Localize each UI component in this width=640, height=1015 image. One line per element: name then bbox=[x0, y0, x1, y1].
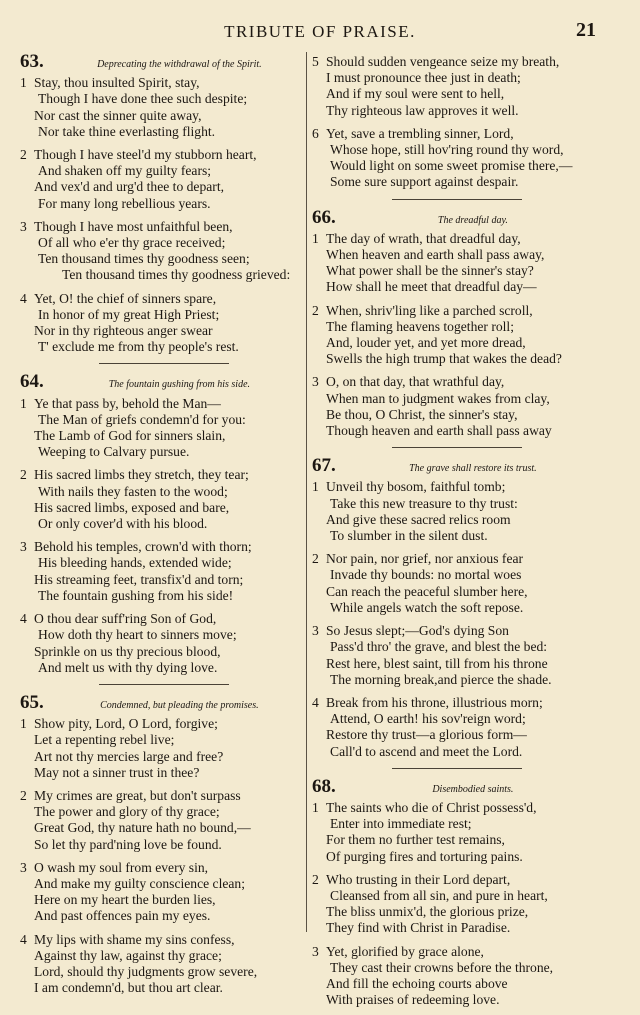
verse-line bbox=[20, 788, 307, 804]
verse-line-text: And if my soul were sent to hell, bbox=[326, 86, 505, 102]
hymn-title: Condemned, but pleading the promises. bbox=[100, 699, 259, 711]
verse-line bbox=[312, 279, 602, 295]
verse-line bbox=[312, 512, 602, 528]
verse bbox=[20, 219, 307, 284]
verse-line-text: T' exclude me from thy people's rest. bbox=[38, 339, 239, 355]
section-separator bbox=[392, 768, 522, 769]
verse-line-text: Thy righteous law approves it well. bbox=[326, 102, 519, 118]
hymn-number-dot: . bbox=[39, 691, 44, 713]
verse-line bbox=[20, 235, 307, 251]
verse bbox=[312, 479, 602, 544]
hymn-number-group bbox=[20, 371, 44, 393]
verse-line-text: Cleansed from all sin, and pure in heart, bbox=[330, 887, 548, 903]
verse-line-text: In honor of my great High Priest; bbox=[38, 306, 220, 322]
verse-line bbox=[20, 611, 307, 627]
verse-line-text: And past offences pain my eyes. bbox=[34, 908, 211, 924]
verse bbox=[20, 396, 307, 461]
verse-line-text: The Man of griefs condemn'd for you: bbox=[38, 411, 246, 427]
verse-line-text: When man to judgment wakes from clay, bbox=[326, 390, 550, 406]
verse-number: 1 bbox=[312, 230, 319, 246]
verse-line bbox=[312, 849, 602, 865]
verse-line bbox=[20, 219, 307, 235]
verse-line-text: While angels watch the soft repose. bbox=[330, 599, 524, 615]
verse-line bbox=[312, 103, 602, 119]
verse-line-text: Some sure support against despair. bbox=[330, 174, 519, 190]
verse-line-text: Art not thy mercies large and free? bbox=[34, 748, 224, 764]
verse-line-text: O wash my soul from every sin, bbox=[34, 859, 209, 875]
verse-number: 2 bbox=[20, 787, 27, 803]
verse-line bbox=[20, 555, 307, 571]
verse-number: 5 bbox=[312, 54, 319, 69]
section-separator bbox=[99, 684, 229, 685]
hymn-block bbox=[20, 363, 307, 675]
verse-line-text: His bleeding hands, extended wide; bbox=[38, 555, 232, 571]
verse bbox=[20, 75, 307, 140]
hymn-block bbox=[20, 684, 307, 996]
verse-line-text: And fill the echoing courts above bbox=[326, 975, 508, 991]
right-column bbox=[312, 54, 602, 1015]
verse bbox=[20, 788, 307, 853]
verse-number: 3 bbox=[312, 374, 319, 390]
verse-line-text: How doth thy heart to sinners move; bbox=[38, 627, 237, 643]
verse-line-text: Nor take thine everlasting flight. bbox=[38, 123, 216, 139]
hymn-number-dot: . bbox=[39, 371, 44, 393]
verse-line-text: May not a sinner trust in thee? bbox=[34, 764, 200, 780]
verse-line-text: And vex'd and urg'd thee to depart, bbox=[34, 179, 225, 195]
verse-line-text: Nor cast the sinner quite away, bbox=[34, 107, 202, 123]
verse-line bbox=[312, 86, 602, 102]
verse-line-text: Ten thousand times thy goodness grieved: bbox=[62, 267, 291, 283]
verse-line bbox=[312, 832, 602, 848]
verse-line bbox=[312, 54, 602, 70]
verse-line-text: Unveil thy bosom, faithful tomb; bbox=[326, 479, 506, 495]
verse-line bbox=[20, 876, 307, 892]
verse-line bbox=[20, 837, 307, 853]
hymn-heading bbox=[20, 51, 307, 73]
verse-line bbox=[312, 70, 602, 86]
verse-line-text: Great God, thy nature hath no bound,— bbox=[34, 820, 251, 836]
verse-line-text: The Lamb of God for sinners slain, bbox=[34, 428, 226, 444]
verse-line bbox=[20, 964, 307, 980]
verse-line bbox=[312, 992, 602, 1008]
hymn-title: The grave shall restore its trust. bbox=[409, 463, 537, 475]
verse-line bbox=[20, 948, 307, 964]
verse-line-text: The day of wrath, that dreadful day, bbox=[326, 230, 521, 246]
verse-line-text: Who trusting in their Lord depart, bbox=[326, 871, 511, 887]
verse-line-text: Sprinkle on us thy precious blood, bbox=[34, 643, 221, 659]
verse-line bbox=[312, 727, 602, 743]
hymn-number-dot: . bbox=[331, 775, 336, 797]
verse-line bbox=[312, 231, 602, 247]
verse-line-text: And make my guilty conscience clean; bbox=[34, 875, 246, 891]
verse-line-text: My lips with shame my sins confess, bbox=[34, 931, 235, 947]
verse-number: 2 bbox=[20, 147, 27, 163]
verse-line-text: Attend, O earth! his sov'reign word; bbox=[330, 711, 526, 727]
verse-line bbox=[312, 423, 602, 439]
verse-line-text: Restore thy trust—a glorious form— bbox=[326, 727, 527, 743]
verse-line-text: Lord, should thy judgments grow severe, bbox=[34, 963, 258, 979]
verse-line bbox=[312, 816, 602, 832]
verse-line bbox=[20, 323, 307, 339]
verse-line-text: Behold his temples, crown'd with thorn; bbox=[34, 539, 252, 555]
verse-line bbox=[20, 500, 307, 516]
verse-line-text: How shall he meet that dreadful day— bbox=[326, 279, 537, 295]
hymn-number-dot: . bbox=[331, 206, 336, 228]
hymn-heading bbox=[312, 775, 602, 798]
verse-line bbox=[20, 749, 307, 765]
verse-line bbox=[312, 711, 602, 727]
verse-line-text: Rest here, blest saint, till from his throne bbox=[326, 655, 548, 671]
verse-line bbox=[312, 800, 602, 816]
verse-line-text: And melt us with thy dying love. bbox=[38, 659, 218, 675]
verse-line-text: So let thy pard'ning love be found. bbox=[34, 836, 222, 852]
verse-line bbox=[312, 872, 602, 888]
verse-line-text: Weeping to Calvary pursue. bbox=[38, 444, 190, 460]
verse-line bbox=[20, 147, 307, 163]
verse-line bbox=[312, 174, 602, 190]
verse-line bbox=[20, 291, 307, 307]
verse-line-text: The flaming heavens together roll; bbox=[326, 318, 514, 334]
verse-line bbox=[20, 267, 307, 283]
hymn-number-dot: . bbox=[331, 455, 336, 477]
verse-number: 2 bbox=[312, 551, 319, 567]
verse-line bbox=[312, 391, 602, 407]
verse-line-text: The power and glory of thy grace; bbox=[34, 804, 220, 820]
hymn-number-group bbox=[20, 51, 44, 72]
hymn-block bbox=[312, 447, 602, 759]
verse-line-text: Nor in thy righteous anger swear bbox=[34, 323, 213, 339]
verse-line bbox=[20, 428, 307, 444]
verse-line-text: The bliss unmix'd, the glorious prize, bbox=[326, 904, 529, 920]
verse bbox=[312, 54, 602, 119]
verse-line-text: Though I have steel'd my stubborn heart, bbox=[34, 147, 257, 163]
verse-line-text: Yet, save a trembling sinner, Lord, bbox=[326, 125, 514, 141]
hymn-number: 67 bbox=[312, 455, 331, 477]
page-number: 21 bbox=[576, 19, 596, 41]
verse-line-text: They find with Christ in Paradise. bbox=[326, 920, 511, 936]
hymn-number-group bbox=[312, 206, 336, 228]
verse-line bbox=[20, 716, 307, 732]
verse-line bbox=[312, 158, 602, 174]
verse-number: 3 bbox=[312, 623, 319, 639]
verse-line bbox=[20, 644, 307, 660]
verse-line-text: Should sudden vengeance seize my breath, bbox=[326, 54, 560, 69]
verse-line bbox=[312, 904, 602, 920]
verse-line bbox=[20, 467, 307, 483]
verse-line bbox=[312, 976, 602, 992]
verse-line-text: They cast their crowns before the throne, bbox=[330, 959, 554, 975]
verse-line bbox=[20, 484, 307, 500]
verse-line bbox=[312, 567, 602, 583]
verse-line-text: Let a repenting rebel live; bbox=[34, 732, 175, 748]
verse-line bbox=[312, 639, 602, 655]
verse-line-text: For many long rebellious years. bbox=[38, 195, 211, 211]
verse-line bbox=[312, 407, 602, 423]
hymn-number: 65 bbox=[20, 691, 39, 713]
verse-line-text: Show pity, Lord, O Lord, forgive; bbox=[34, 716, 218, 732]
verse-line bbox=[20, 660, 307, 676]
verse-line bbox=[20, 516, 307, 532]
hymn-number-group bbox=[312, 775, 336, 797]
verse-line-text: Stay, thou insulted Spirit, stay, bbox=[34, 75, 200, 91]
verse-line bbox=[312, 672, 602, 688]
verse bbox=[20, 291, 307, 356]
verse-line bbox=[20, 820, 307, 836]
verse-line-text: When, shriv'ling like a parched scroll, bbox=[326, 302, 533, 318]
verse-line-text: To slumber in the silent dust. bbox=[330, 528, 488, 544]
verse-line bbox=[20, 908, 307, 924]
hymn-number-group bbox=[312, 455, 336, 477]
hymn-heading bbox=[312, 455, 602, 477]
verse-line-text: Yet, O! the chief of sinners spare, bbox=[34, 290, 217, 306]
verse-line bbox=[312, 695, 602, 711]
verse-line-text: And shaken off my guilty fears; bbox=[38, 163, 212, 179]
verse bbox=[312, 623, 602, 688]
hymn-title: The dreadful day. bbox=[437, 214, 508, 226]
verse-number: 3 bbox=[20, 859, 27, 875]
verse-line-text: The morning break,and pierce the shade. bbox=[330, 671, 552, 687]
verse-line bbox=[20, 412, 307, 428]
hymn-title: Deprecating the withdrawal of the Spirit. bbox=[97, 59, 262, 70]
verse-line-text: Of purging fires and torturing pains. bbox=[326, 848, 523, 864]
hymn-block bbox=[312, 199, 602, 440]
verse-number: 1 bbox=[20, 395, 27, 411]
verse-line bbox=[20, 108, 307, 124]
verse-line bbox=[312, 623, 602, 639]
page-header bbox=[0, 19, 640, 46]
verse-line bbox=[20, 91, 307, 107]
left-column bbox=[20, 51, 307, 1003]
verse-number: 4 bbox=[312, 694, 319, 710]
verse-line bbox=[20, 860, 307, 876]
verse-number: 6 bbox=[312, 125, 319, 141]
verse-line-text: Though heaven and earth shall pass away bbox=[326, 423, 552, 439]
verse bbox=[312, 231, 602, 296]
verse-number: 4 bbox=[20, 290, 27, 306]
verse bbox=[312, 872, 602, 937]
verse-line bbox=[312, 551, 602, 567]
verse-line bbox=[20, 539, 307, 555]
hymn-title: Disembodied saints. bbox=[432, 783, 514, 795]
verse-line bbox=[312, 744, 602, 760]
verse bbox=[20, 539, 307, 604]
verse-number: 4 bbox=[20, 611, 27, 627]
verse-line-text: Would light on some sweet promise there,— bbox=[330, 158, 573, 174]
verse-line-text: Swells the high trump that wakes the dead? bbox=[326, 351, 562, 367]
hymn-block bbox=[312, 54, 602, 191]
hymn-heading bbox=[20, 371, 307, 393]
running-title: TRIBUTE OF PRAISE. bbox=[224, 22, 416, 41]
verse-line bbox=[20, 163, 307, 179]
verse-line bbox=[20, 765, 307, 781]
verse-line-text: Can reach the peaceful slumber here, bbox=[326, 583, 528, 599]
verse bbox=[20, 147, 307, 212]
verse bbox=[312, 374, 602, 439]
hymn-number: 66 bbox=[312, 206, 331, 228]
verse-line-text: The saints who die of Christ possess'd, bbox=[326, 799, 537, 815]
verse-line-text: Ye that pass by, behold the Man— bbox=[34, 395, 221, 411]
verse bbox=[312, 800, 602, 865]
verse-line bbox=[312, 335, 602, 351]
verse-line bbox=[312, 960, 602, 976]
verse-line bbox=[312, 584, 602, 600]
verse bbox=[20, 716, 307, 781]
verse-line-text: With praises of redeeming love. bbox=[326, 992, 500, 1008]
verse-line-text: Though I have done thee such despite; bbox=[38, 91, 248, 107]
verse-line bbox=[20, 179, 307, 195]
verse-line bbox=[312, 319, 602, 335]
verse-line bbox=[312, 496, 602, 512]
section-separator bbox=[392, 199, 522, 200]
verse-line-text: Call'd to ascend and meet the Lord. bbox=[330, 743, 523, 759]
verse-line bbox=[312, 303, 602, 319]
verse-line bbox=[20, 124, 307, 140]
section-separator bbox=[392, 447, 522, 448]
hymn-number-dot: . bbox=[39, 51, 44, 72]
verse-line bbox=[20, 732, 307, 748]
verse-line bbox=[312, 142, 602, 158]
verse-line-text: Take this new treasure to thy trust: bbox=[330, 495, 518, 511]
verse-line bbox=[20, 932, 307, 948]
verse-line-text: Nor pain, nor grief, nor anxious fear bbox=[326, 551, 524, 567]
verse bbox=[20, 860, 307, 925]
verse-number: 1 bbox=[312, 479, 319, 495]
hymn-block bbox=[20, 51, 307, 355]
hymn-block bbox=[312, 768, 602, 1009]
verse-line-text: His sacred limbs they stretch, they tear; bbox=[34, 467, 249, 483]
verse-line-text: For them no further test remains, bbox=[326, 832, 505, 848]
verse-number: 2 bbox=[312, 302, 319, 318]
verse-line-text: Against thy law, against thy grace; bbox=[34, 947, 222, 963]
verse-line-text: Enter into immediate rest; bbox=[330, 816, 472, 832]
verse-number: 3 bbox=[20, 218, 27, 234]
verse-line bbox=[20, 804, 307, 820]
verse-line bbox=[20, 396, 307, 412]
verse-line bbox=[312, 126, 602, 142]
verse-line bbox=[312, 600, 602, 616]
verse-line-text: I must pronounce thee just in death; bbox=[326, 70, 521, 86]
verse bbox=[312, 944, 602, 1009]
verse-line bbox=[312, 479, 602, 495]
verse-line bbox=[20, 196, 307, 212]
verse bbox=[20, 611, 307, 676]
verse-line bbox=[312, 351, 602, 367]
verse-line-text: When heaven and earth shall pass away, bbox=[326, 247, 545, 263]
verse-line-text: And give these sacred relics room bbox=[326, 511, 511, 527]
verse-line bbox=[312, 263, 602, 279]
hymn-heading bbox=[20, 691, 307, 714]
verse bbox=[312, 303, 602, 368]
verse-line-text: Whose hope, still hov'ring round thy word, bbox=[330, 142, 564, 158]
verse-line bbox=[312, 888, 602, 904]
verse-line-text: His sacred limbs, exposed and bare, bbox=[34, 499, 230, 515]
verse-line-text: Be thou, O Christ, the sinner's stay, bbox=[326, 406, 518, 422]
verse-number: 2 bbox=[20, 467, 27, 483]
verse-line bbox=[20, 627, 307, 643]
verse-line-text: Or only cover'd with his blood. bbox=[38, 516, 208, 532]
verse-line-text: With nails they fasten to the wood; bbox=[38, 483, 228, 499]
hymn-number: 64 bbox=[20, 371, 39, 393]
verse-line-text: And, louder yet, and yet more dread, bbox=[326, 335, 526, 351]
verse-number: 1 bbox=[20, 75, 27, 91]
verse bbox=[20, 467, 307, 532]
verse-number: 3 bbox=[312, 943, 319, 959]
section-separator bbox=[99, 363, 229, 364]
verse-number: 1 bbox=[312, 799, 319, 815]
verse-line-text: Though I have most unfaithful been, bbox=[34, 218, 233, 234]
verse-line-text: Invade thy bounds: no mortal woes bbox=[330, 567, 522, 583]
verse bbox=[312, 551, 602, 616]
verse-line-text: What power shall be the sinner's stay? bbox=[326, 263, 534, 279]
hymn-number: 68 bbox=[312, 775, 331, 797]
verse-line-text: His streaming feet, transfix'd and torn; bbox=[34, 571, 244, 587]
verse-line bbox=[20, 307, 307, 323]
verse-line-text: Pass'd thro' the grave, and blest the bed: bbox=[330, 639, 548, 655]
verse-line bbox=[312, 528, 602, 544]
verse-line bbox=[20, 75, 307, 91]
verse-line bbox=[312, 920, 602, 936]
verse-number: 3 bbox=[20, 539, 27, 555]
verse-line bbox=[312, 656, 602, 672]
verse-line bbox=[20, 980, 307, 996]
hymn-heading bbox=[312, 206, 602, 229]
hymn-number: 63 bbox=[20, 51, 39, 72]
verse-number: 4 bbox=[20, 931, 27, 947]
verse-line bbox=[20, 572, 307, 588]
verse-line-text: I am condemn'd, but thou art clear. bbox=[34, 980, 223, 996]
verse-line bbox=[312, 944, 602, 960]
verse-line bbox=[20, 588, 307, 604]
verse-number: 2 bbox=[312, 871, 319, 887]
verse-line-text: So Jesus slept;—God's dying Son bbox=[326, 623, 509, 639]
verse-number: 1 bbox=[20, 716, 27, 732]
verse-line bbox=[20, 339, 307, 355]
verse-line-text: Here on my heart the burden lies, bbox=[34, 892, 216, 908]
verse-line bbox=[20, 892, 307, 908]
verse-line bbox=[312, 247, 602, 263]
verse-line bbox=[20, 251, 307, 267]
verse bbox=[312, 126, 602, 191]
hymn-number-group bbox=[20, 691, 44, 713]
verse-line bbox=[20, 444, 307, 460]
verse bbox=[20, 932, 307, 997]
verse-line-text: The fountain gushing from his side! bbox=[38, 587, 234, 603]
verse-line-text: Of all who e'er thy grace received; bbox=[38, 235, 226, 251]
verse-line-text: My crimes are great, but don't surpass bbox=[34, 787, 241, 803]
hymn-title: The fountain gushing from his side. bbox=[108, 379, 251, 391]
verse-line-text: Break from his throne, illustrious morn; bbox=[326, 694, 543, 710]
verse-line-text: O, on that day, that wrathful day, bbox=[326, 374, 505, 390]
verse bbox=[312, 695, 602, 760]
verse-line-text: Yet, glorified by grace alone, bbox=[326, 943, 484, 959]
verse-line-text: O thou dear suff'ring Son of God, bbox=[34, 611, 217, 627]
verse-line bbox=[312, 374, 602, 390]
verse-line-text: Ten thousand times thy goodness seen; bbox=[38, 251, 250, 267]
